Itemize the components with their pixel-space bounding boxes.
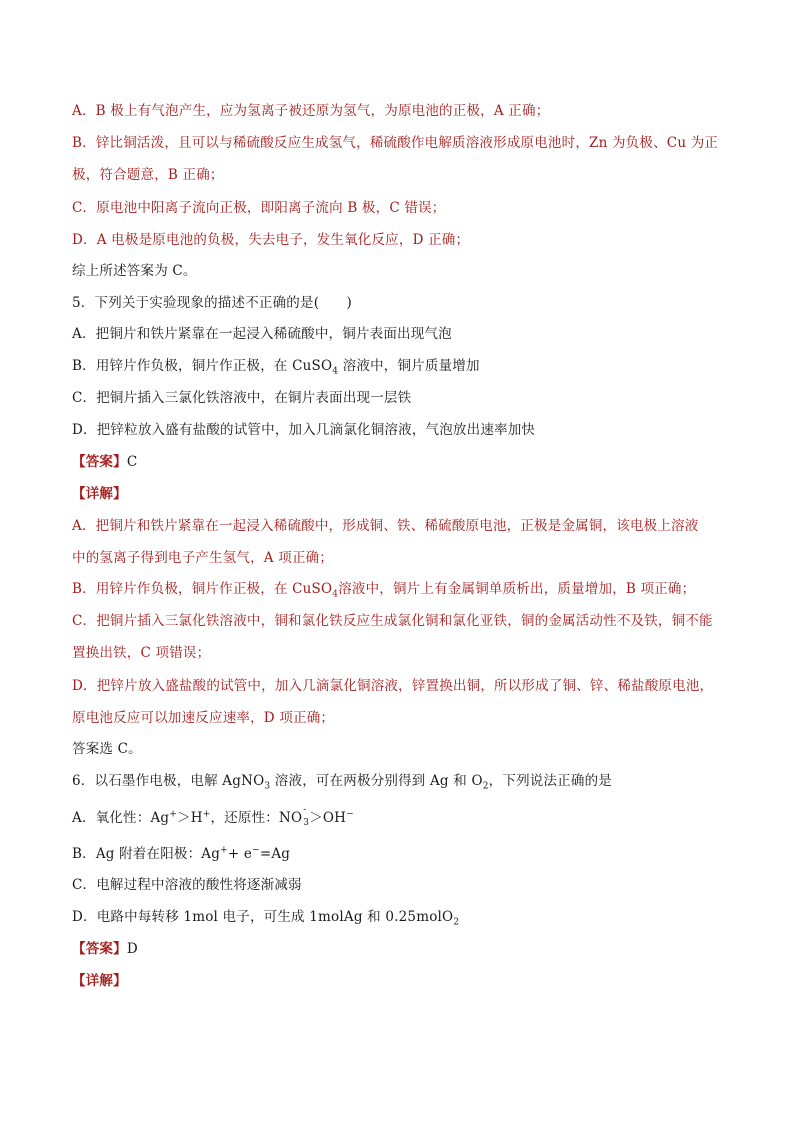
q6-option-a-mid3: ＞OH	[309, 810, 347, 826]
q6-option-a-sub3: 3	[303, 818, 310, 828]
q6-option-a-pre: A．氧化性：Ag	[72, 810, 170, 826]
q6-option-b	[72, 845, 732, 863]
analysis-line-a: A．B 极上有气泡产生，应为氢离子被还原为氢气，为原电池的正极，A 正确；	[72, 103, 550, 119]
q5-option-d: D．把锌粒放入盛有盐酸的试管中，加入几滴氯化铜溶液，气泡放出速率加快	[72, 422, 536, 438]
q5-detail-a1: A．把铜片和铁片紧靠在一起浸入稀硫酸中，形成铜、铁、稀硫酸原电池，正极是金属铜，该电极上溶液	[72, 518, 699, 534]
q5-detail-a2: 中的氢离子得到电子产生氢气，A 项正确；	[72, 550, 334, 566]
q6-option-a	[72, 805, 732, 828]
q5-detail-c1: C．把铜片插入三氯化铁溶液中，铜和氯化铁反应生成氯化铜和氯化亚铁，铜的金属活动性不及铁，铜不能	[72, 613, 713, 629]
q6-stem-sub1: 3	[264, 781, 271, 792]
q5-detail-d1: D．把锌片放入盛盐酸的试管中，加入几滴氯化铜溶液，锌置换出铜，所以形成了铜、锌、稀盐酸原电池，	[72, 678, 714, 694]
q6-answer-tag: 【答案】	[72, 941, 127, 957]
q6-detail-heading	[72, 972, 732, 990]
q5-detail-tag: 【详解】	[72, 486, 127, 502]
q5-detail-b	[72, 580, 732, 598]
q6-stem-mid: 溶液，可在两极分别得到 Ag 和 O	[270, 773, 483, 789]
q6-option-a-sup1: +	[169, 809, 177, 820]
q6-option-a-sup2: +	[202, 809, 211, 820]
q5-option-b-post: 溶液中，铜片质量增加	[338, 358, 480, 374]
q5-detail-b-post: 溶液中，铜片上有金属铜单质析出，质量增加，B 项正确；	[338, 581, 696, 597]
q5-conclusion: 答案选 C。	[72, 741, 142, 757]
q6-answer-value: D	[126, 941, 138, 957]
q6-option-b-mid: + e	[227, 846, 253, 862]
q5-detail-b-sub: 4	[332, 589, 339, 600]
analysis-line-d: D．A 电极是原电池的负极，失去电子，发生氧化反应，D 正确；	[72, 232, 470, 248]
q6-option-b-sup2: −	[252, 845, 260, 856]
q6-option-b-sup1: +	[220, 845, 228, 856]
q6-stem-post: ，下列说法正确的是	[488, 773, 612, 789]
q5-detail-b-pre: B．用锌片作负极，铜片作正极，在 CuSO	[72, 581, 333, 597]
q5-answer-value: C	[126, 454, 138, 470]
q6-option-b-pre: B．Ag 附着在阳极：Ag	[72, 846, 221, 862]
analysis-line-b2: 极，符合题意，B 正确；	[72, 167, 224, 183]
q5-answer-tag: 【答案】	[72, 454, 127, 470]
q6-option-a-sup3: -	[303, 805, 307, 815]
q5-option-a: A．把铜片和铁片紧靠在一起浸入稀硫酸中，铜片表面出现气泡	[72, 326, 452, 342]
q5-stem: 5．下列关于实验现象的描述不正确的是( )	[72, 295, 353, 311]
q6-answer	[72, 940, 732, 958]
q5-detail-c2: 置换出铁，C 项错误；	[72, 645, 211, 661]
q6-option-d-pre: D．电路中每转移 1mol 电子，可生成 1molAg 和 0.25molO	[72, 909, 454, 925]
q6-stem	[72, 772, 732, 790]
q5-option-b-pre: B．用锌片作负极，铜片作正极，在 CuSO	[72, 358, 333, 374]
q6-stem-sub2: 2	[482, 781, 489, 792]
analysis-line-c: C．原电池中阳离子流向正极，即阳离子流向 B 极，C 错误；	[72, 200, 446, 216]
q6-option-a-sup4: −	[346, 809, 354, 820]
q6-option-a-mid2: ，还原性：NO	[210, 810, 303, 826]
q6-stem-pre: 6．以石墨作电极，电解 AgNO	[72, 773, 265, 789]
q6-option-a-nitrate-charge	[302, 805, 310, 828]
q5-option-b	[72, 357, 732, 375]
q5-detail-heading	[72, 485, 732, 503]
q6-option-d	[72, 908, 732, 926]
q6-option-a-mid1: ＞H	[177, 810, 203, 826]
q6-option-d-sub: 2	[453, 917, 460, 928]
q6-option-c: C．电解过程中溶液的酸性将逐渐减弱	[72, 877, 302, 893]
analysis-line-b1: B．锌比铜活泼，且可以与稀硫酸反应生成氢气，稀硫酸作电解质溶液形成原电池时，Zn 为负极、Cu 为正	[72, 135, 719, 151]
q6-option-b-post: =Ag	[259, 846, 291, 862]
q5-option-b-sub: 4	[332, 366, 339, 377]
analysis-conclusion: 综上所述答案为 C。	[72, 263, 197, 279]
q5-option-c: C．把铜片插入三氯化铁溶液中，在铜片表面出现一层铁	[72, 390, 412, 406]
q5-answer	[72, 453, 732, 471]
q5-detail-d2: 原电池反应可以加速反应速率，D 项正确；	[72, 710, 335, 726]
q6-detail-tag: 【详解】	[72, 973, 127, 989]
